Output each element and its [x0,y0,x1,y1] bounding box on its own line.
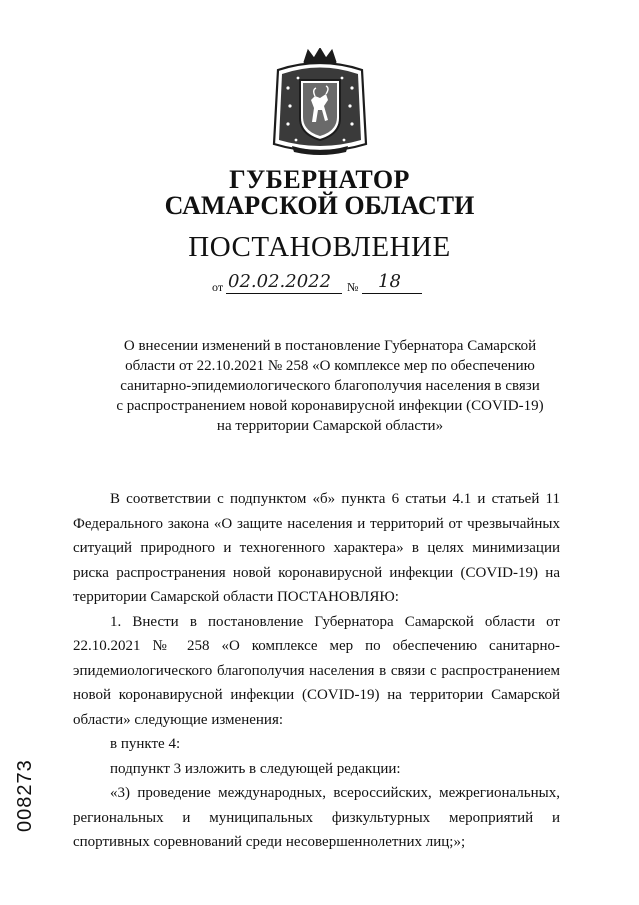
handwritten-date: 02.02.2022 [228,271,332,292]
heading-line: О внесении изменений в постановление Губернатора Самарской [123,338,537,354]
heading-line: на территории Самарской области» [216,418,444,434]
body-paragraph-point-4: в пункте 4: [110,736,181,752]
heading-line: области от 22.10.2021 № 258 «О комплексе мер по обеспечению [125,358,535,374]
date-prefix-label: от [212,280,224,294]
handwritten-number: 18 [378,271,401,292]
authority-title-line1: ГУБЕРНАТОР [229,165,410,194]
date-underline [226,293,342,294]
samara-coat-of-arms-emblem [268,48,372,158]
resolution-heading [60,336,600,436]
number-prefix-label: № [347,280,359,294]
body-paragraph-preamble: В соответствии с подпунктом «б» пункта 6 статьи 4.1 и статьей 11 Федерального закона «О защите населения и территорий от чрезвычайных ситуаций природного и техногенного характера» в целях минимизации риска распространения новой коронавирусной инфекции (COVID-19) на территории Самарской области ПОСТАНОВЛЯЮ: [73,491,560,605]
body-paragraph-new-wording: «3) проведение международных, всероссийских, межрегиональных, региональных и муниципальных физкультурных мероприятий и спортивных соревнований среди несовершеннолетних лиц;»; [73,785,560,850]
authority-title-line2: САМАРСКОЙ ОБЛАСТИ [164,191,475,220]
body-paragraph-subpoint-3: подпункт 3 изложить в следующей редакции: [110,760,401,777]
body-paragraph-item-1: 1. Внести в постановление Губернатора Самарской области от 22.10.2021 № 258 «О комплексе мер по обеспечению санитарно-эпидемиологического благополучия населения в связи с распространением новой коронавирусной инфекции (COVID-19) на территории Самарской области» следующие изменения: [73,613,560,728]
side-registration-stamp: 008273 [14,759,36,832]
resolution-body [73,487,560,855]
document-type-title: ПОСТАНОВЛЕНИЕ [188,231,451,263]
heading-line: с распространением новой коронавирусной инфекции (COVID-19) [116,398,544,414]
number-underline [362,293,422,294]
heading-line: санитарно-эпидемиологического благополучия населения в связи [120,378,540,394]
